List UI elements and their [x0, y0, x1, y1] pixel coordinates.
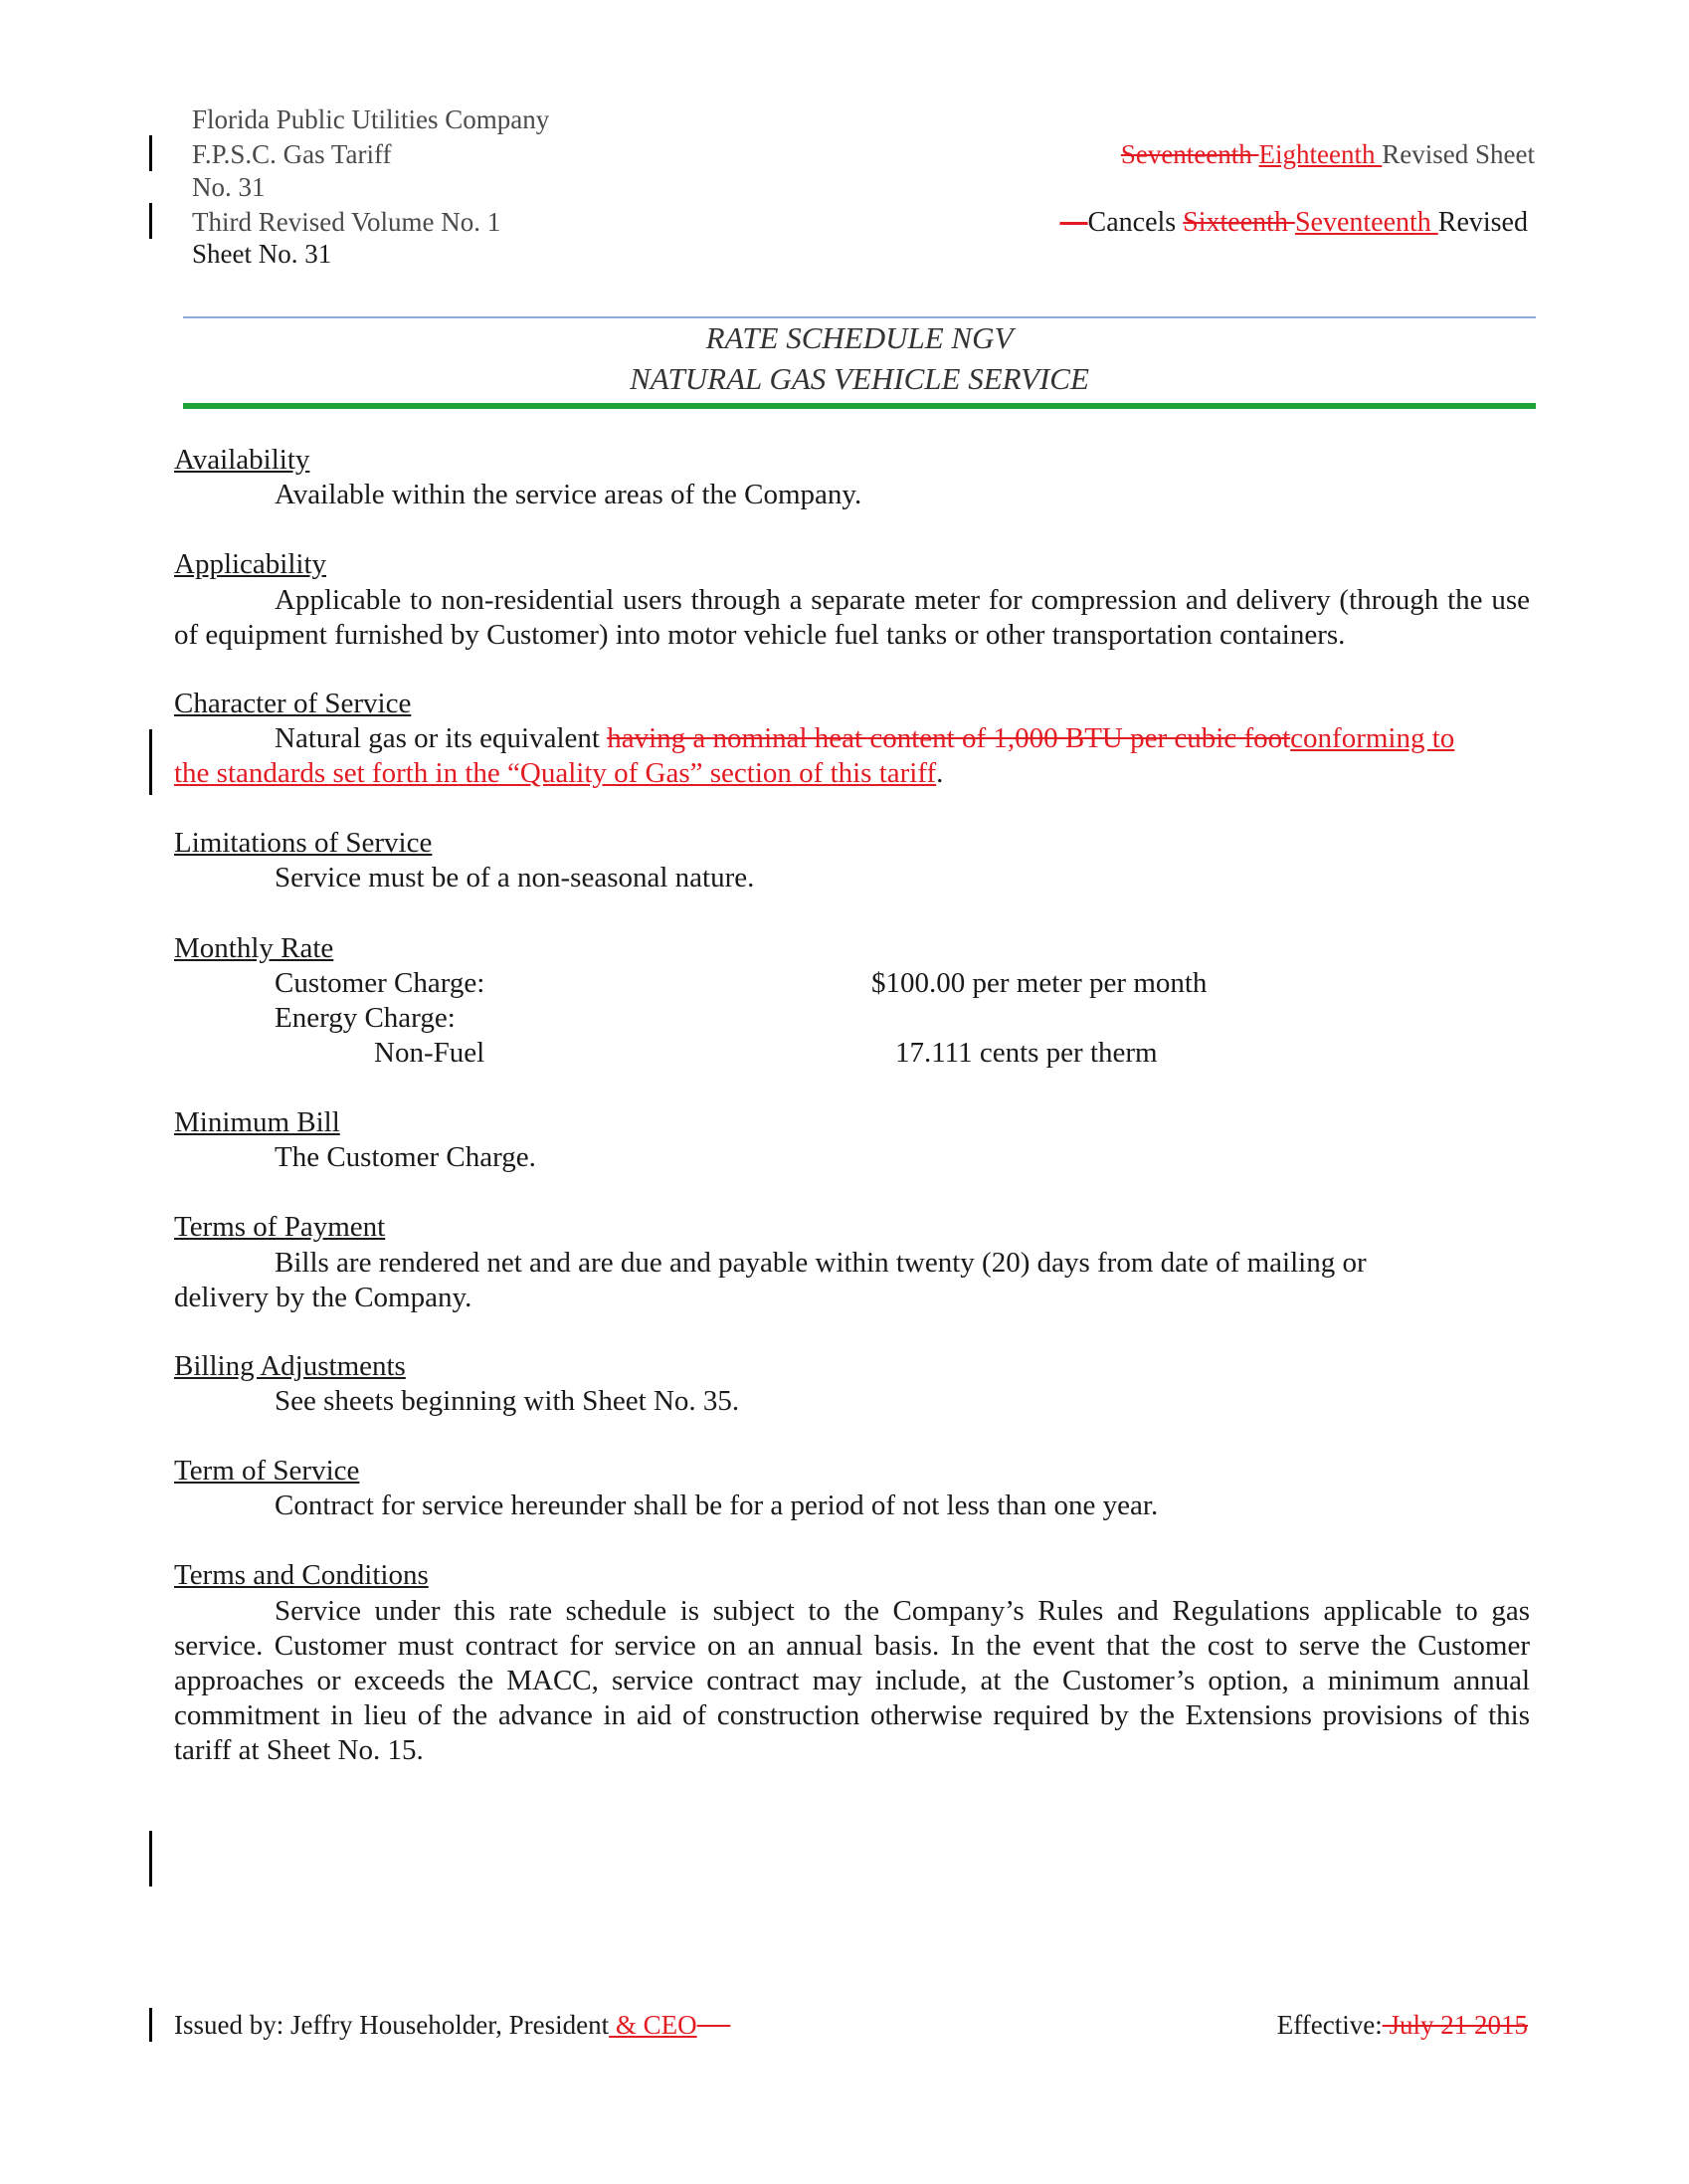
sheet-number: Sheet No. 31 [192, 239, 332, 269]
issued-by-text: Issued by: Jeffry Householder, President [174, 2010, 610, 2040]
limitations-heading: Limitations of Service [174, 827, 433, 859]
billing-adjustments-heading: Billing Adjustments [174, 1350, 406, 1382]
character-text-end: . [936, 757, 944, 789]
title-rule [183, 403, 1536, 409]
character-inserted-line2: the standards set forth in the “Quality of Gas” section of this tariff [174, 757, 937, 789]
issued-inserted-text: & CEO [609, 2010, 697, 2040]
effective-label: Effective: [1276, 2010, 1383, 2040]
change-bar [149, 203, 152, 239]
non-fuel-label: Non-Fuel [374, 1037, 485, 1069]
character-inserted-line1: conforming to [1290, 722, 1455, 754]
revised-sheet-label [1121, 139, 1535, 170]
character-line2 [174, 757, 943, 790]
issued-deleted-text [697, 2010, 731, 2040]
non-fuel-value: 17.111 cents per therm [895, 1037, 1158, 1069]
terms-conditions-text [174, 1594, 1530, 1768]
character-line1 [275, 722, 1454, 755]
applicability-body: Applicable to non-residential users through a separate meter for compression and delivery (through the use of equipment furnished by Customer) into motor vehicle fuel tanks or other transportation containers. [174, 584, 1530, 651]
cancels-deleted-text: Sixteenth [1183, 207, 1295, 238]
header-rule [183, 316, 1536, 318]
availability-heading: Availability [174, 444, 310, 476]
change-bar [149, 729, 152, 795]
cancels-deleted-dash: — [1059, 207, 1088, 238]
energy-charge-label: Energy Charge: [275, 1002, 456, 1034]
cancels-suffix-text: Revised [1437, 207, 1528, 238]
terms-conditions-heading: Terms and Conditions [174, 1559, 429, 1591]
revised-suffix-text: Revised Sheet [1382, 139, 1535, 169]
applicability-text [174, 583, 1530, 653]
character-heading: Character of Service [174, 688, 412, 719]
monthly-rate-heading: Monthly Rate [174, 932, 334, 964]
volume-label: Third Revised Volume No. 1 [192, 207, 501, 237]
revised-deleted-text: Seventeenth [1120, 139, 1259, 169]
minimum-bill-heading: Minimum Bill [174, 1106, 340, 1138]
change-bar [149, 2008, 152, 2042]
schedule-subtitle: NATURAL GAS VEHICLE SERVICE [630, 361, 1089, 396]
character-text-start: Natural gas or its equivalent [275, 722, 608, 754]
effective-deleted-date: July 21 2015 [1382, 2010, 1528, 2040]
issued-by [174, 2010, 730, 2041]
billing-adjustments-text: See sheets beginning with Sheet No. 35. [275, 1385, 740, 1417]
terms-of-payment-text [174, 1246, 1457, 1315]
minimum-bill-text: The Customer Charge. [275, 1141, 536, 1173]
term-of-service-heading: Term of Service [174, 1455, 360, 1487]
applicability-heading: Applicability [174, 548, 327, 580]
character-deleted-text: having a nominal heat content of 1,000 BTU per cubic foot [607, 722, 1291, 754]
change-bar [149, 1831, 152, 1886]
limitations-text: Service must be of a non-seasonal nature. [275, 862, 755, 893]
customer-charge-value: $100.00 per meter per month [871, 967, 1208, 999]
terms-of-payment-heading: Terms of Payment [174, 1211, 386, 1243]
company-name: Florida Public Utilities Company [192, 104, 550, 134]
availability-text: Available within the service areas of the Company. [275, 479, 862, 510]
schedule-title: RATE SCHEDULE NGV [705, 320, 1014, 355]
cancels-inserted-text: Seventeenth [1294, 207, 1438, 238]
change-bar [149, 135, 152, 171]
terms-conditions-body: Service under this rate schedule is subject to the Company’s Rules and Regulations applicable to gas service. Customer must contract for service on an annual basis. In the event that the cost to serve the Customer approaches or exceeds the MACC, service contract may include, at the Customer’s option, a minimum annual commitment in lieu of the advance in aid of construction otherwise required by the Extensions provisions of this tariff at Sheet No. 15. [174, 1595, 1530, 1766]
effective-date [1277, 2010, 1528, 2041]
tariff-number: No. 31 [192, 172, 266, 202]
cancels-text: Cancels [1087, 207, 1184, 238]
terms-of-payment-body: Bills are rendered net and are due and payable within twenty (20) days from date of mailing or delivery by the Company. [174, 1247, 1367, 1313]
revised-inserted-text: Eighteenth [1258, 139, 1383, 169]
cancels-label [1060, 207, 1528, 239]
customer-charge-label: Customer Charge: [275, 967, 485, 999]
term-of-service-text: Contract for service hereunder shall be for a period of not less than one year. [275, 1489, 1159, 1521]
tariff-name: F.P.S.C. Gas Tariff [192, 139, 392, 169]
